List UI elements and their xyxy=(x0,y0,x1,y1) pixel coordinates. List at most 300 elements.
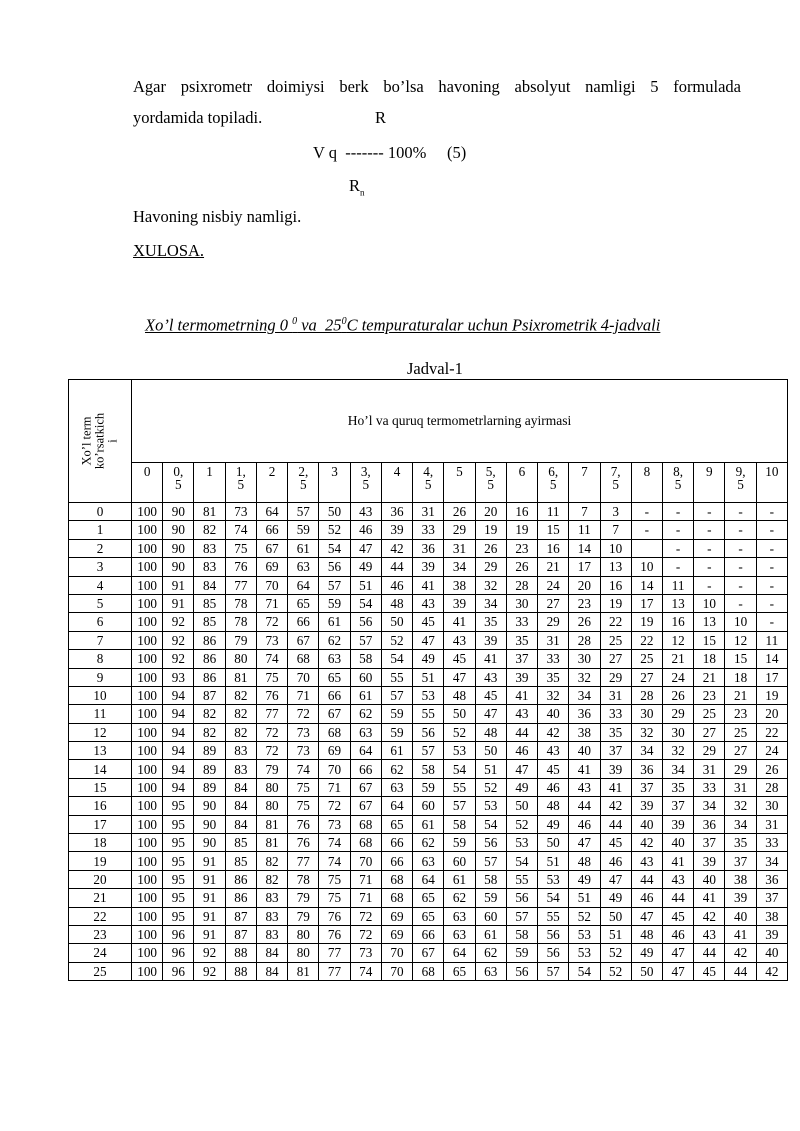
table-cell: 25 xyxy=(694,705,725,723)
table-cell: 11 xyxy=(756,631,787,649)
table-cell: 51 xyxy=(600,925,631,943)
caption-part3: C tempuraturalar uchun Psixrometrik 4-jadvali xyxy=(346,315,661,335)
table-cell: - xyxy=(725,576,756,594)
table-cell: 47 xyxy=(662,962,693,980)
table-cell: 34 xyxy=(631,742,662,760)
table-cell: 26 xyxy=(475,539,506,557)
table-cell: 65 xyxy=(381,815,412,833)
caption-sup2: 0 xyxy=(341,316,347,327)
table-cell: 75 xyxy=(225,539,256,557)
table-cell: 38 xyxy=(756,907,787,925)
table-cell: 45 xyxy=(444,650,475,668)
table-cell: 29 xyxy=(444,521,475,539)
row-label-cell: 13 xyxy=(69,742,132,760)
table-cell: 56 xyxy=(506,962,537,980)
table-cell: 100 xyxy=(132,944,163,962)
row-label-cell: 25 xyxy=(69,962,132,980)
table-cell: 38 xyxy=(725,870,756,888)
corner-line3: i xyxy=(105,439,120,443)
table-cell: 35 xyxy=(506,631,537,649)
table-cell: - xyxy=(694,521,725,539)
table-cell: 54 xyxy=(444,760,475,778)
table-cell: 67 xyxy=(288,631,319,649)
table-body xyxy=(69,503,788,981)
column-header-row xyxy=(69,463,788,503)
table-cell: - xyxy=(631,503,662,521)
table-cell: 95 xyxy=(163,834,194,852)
table-cell: 36 xyxy=(569,705,600,723)
table-cell: - xyxy=(756,521,787,539)
row-label-cell: 0 xyxy=(69,503,132,521)
corner-line2: ko’rsatkich xyxy=(92,412,107,470)
table-cell: 81 xyxy=(225,668,256,686)
table-cell: 62 xyxy=(475,944,506,962)
table-cell: 33 xyxy=(413,521,444,539)
table-cell: 71 xyxy=(256,594,287,612)
column-header: 7, 5 xyxy=(600,463,631,503)
table-cell: 53 xyxy=(475,797,506,815)
table-cell: 29 xyxy=(694,742,725,760)
table-cell: 66 xyxy=(256,521,287,539)
table-cell: 50 xyxy=(381,613,412,631)
table-cell: 57 xyxy=(444,797,475,815)
table-cell: 32 xyxy=(569,668,600,686)
table-cell: - xyxy=(725,539,756,557)
table-cell: 33 xyxy=(694,778,725,796)
table-cell: 11 xyxy=(662,576,693,594)
table-cell: 90 xyxy=(194,797,225,815)
column-header: 9 xyxy=(694,463,725,503)
table-cell: - xyxy=(694,503,725,521)
table-cell: 62 xyxy=(350,705,381,723)
table-cell: 95 xyxy=(163,797,194,815)
table-cell: 29 xyxy=(538,613,569,631)
table-cell: 77 xyxy=(225,576,256,594)
table-cell: 30 xyxy=(569,650,600,668)
table-cell: 19 xyxy=(600,594,631,612)
column-header: 4, 5 xyxy=(413,463,444,503)
table-cell: 72 xyxy=(350,925,381,943)
row-label-cell: 1 xyxy=(69,521,132,539)
table-cell: 68 xyxy=(413,962,444,980)
table-row xyxy=(69,723,788,741)
table-cell: 52 xyxy=(569,907,600,925)
table-cell: 17 xyxy=(569,558,600,576)
table-cell: 100 xyxy=(132,797,163,815)
table-cell: 46 xyxy=(569,815,600,833)
table-cell: 14 xyxy=(569,539,600,557)
row-label-cell: 23 xyxy=(69,925,132,943)
table-row xyxy=(69,778,788,796)
table-cell: 31 xyxy=(600,686,631,704)
table-cell: 11 xyxy=(569,521,600,539)
table-cell: 40 xyxy=(538,705,569,723)
table-cell: 74 xyxy=(256,650,287,668)
table-cell: 83 xyxy=(256,907,287,925)
table-cell: 62 xyxy=(381,760,412,778)
table-cell: 79 xyxy=(256,760,287,778)
table-cell: 42 xyxy=(381,539,412,557)
table-cell: 61 xyxy=(319,613,350,631)
table-cell: 44 xyxy=(600,815,631,833)
table-cell: - xyxy=(662,503,693,521)
table-cell: 18 xyxy=(694,650,725,668)
table-cell: 58 xyxy=(506,925,537,943)
table-cell: - xyxy=(756,558,787,576)
table-cell: 50 xyxy=(475,742,506,760)
table-cell: 45 xyxy=(662,907,693,925)
table-cell: 61 xyxy=(444,870,475,888)
table-cell: 46 xyxy=(381,576,412,594)
table-cell: 100 xyxy=(132,668,163,686)
table-cell: 89 xyxy=(194,760,225,778)
table-cell: 47 xyxy=(662,944,693,962)
table-cell: 45 xyxy=(694,962,725,980)
table-cell: 56 xyxy=(506,889,537,907)
table-cell: 76 xyxy=(225,558,256,576)
table-cell: 50 xyxy=(319,503,350,521)
table-cell: 37 xyxy=(600,742,631,760)
table-cell: 53 xyxy=(569,944,600,962)
table-cell: 43 xyxy=(631,852,662,870)
table-cell: - xyxy=(756,613,787,631)
table-cell: - xyxy=(756,594,787,612)
table-cell: 23 xyxy=(569,594,600,612)
table-cell: 100 xyxy=(132,705,163,723)
table-cell: 32 xyxy=(662,742,693,760)
table-cell: 10 xyxy=(631,558,662,576)
table-cell: 62 xyxy=(444,889,475,907)
table-cell: 34 xyxy=(662,760,693,778)
table-cell: 47 xyxy=(506,760,537,778)
table-cell: 42 xyxy=(725,944,756,962)
table-cell: 83 xyxy=(225,742,256,760)
table-cell: 12 xyxy=(662,631,693,649)
table-cell: 81 xyxy=(256,815,287,833)
table-cell: 57 xyxy=(506,907,537,925)
table-cell: 49 xyxy=(506,778,537,796)
table-cell: 40 xyxy=(725,907,756,925)
row-label-cell: 14 xyxy=(69,760,132,778)
table-cell: 59 xyxy=(506,944,537,962)
table-cell: 76 xyxy=(288,834,319,852)
table-cell: 65 xyxy=(413,889,444,907)
table-cell: 100 xyxy=(132,834,163,852)
table-cell: 19 xyxy=(506,521,537,539)
table-row xyxy=(69,613,788,631)
table-cell: 84 xyxy=(256,944,287,962)
table-cell: 89 xyxy=(194,742,225,760)
column-header: 4 xyxy=(381,463,412,503)
table-cell: 46 xyxy=(350,521,381,539)
table-cell: 94 xyxy=(163,723,194,741)
table-cell: 68 xyxy=(319,723,350,741)
table-cell: 30 xyxy=(662,723,693,741)
row-label-cell: 17 xyxy=(69,815,132,833)
table-cell: 86 xyxy=(194,650,225,668)
table-cell: 34 xyxy=(756,852,787,870)
table-cell: 45 xyxy=(600,834,631,852)
table-cell: 49 xyxy=(350,558,381,576)
table-cell: 27 xyxy=(725,742,756,760)
table-cell: 60 xyxy=(444,852,475,870)
table-cell: 91 xyxy=(194,925,225,943)
table-cell: 65 xyxy=(413,907,444,925)
column-header: 1, 5 xyxy=(225,463,256,503)
table-cell: 45 xyxy=(413,613,444,631)
table-cell: 31 xyxy=(725,778,756,796)
table-row xyxy=(69,742,788,760)
table-cell: 11 xyxy=(538,503,569,521)
table-cell: 13 xyxy=(694,613,725,631)
table-cell: 74 xyxy=(350,962,381,980)
table-row xyxy=(69,797,788,815)
table-cell: 39 xyxy=(756,925,787,943)
table-cell: 91 xyxy=(163,576,194,594)
table-cell: 72 xyxy=(288,705,319,723)
table-cell: 35 xyxy=(475,613,506,631)
table-cell: 82 xyxy=(225,723,256,741)
table-cell: 74 xyxy=(225,521,256,539)
table-cell: 43 xyxy=(444,631,475,649)
table-cell: 76 xyxy=(319,925,350,943)
table-cell: 51 xyxy=(538,852,569,870)
table-cell: 67 xyxy=(319,705,350,723)
table-cell: 100 xyxy=(132,521,163,539)
table-cell: 100 xyxy=(132,539,163,557)
table-cell: 32 xyxy=(538,686,569,704)
table-cell: 100 xyxy=(132,631,163,649)
table-cell: 42 xyxy=(538,723,569,741)
table-cell: 32 xyxy=(725,797,756,815)
table-cell: 26 xyxy=(756,760,787,778)
table-cell: 39 xyxy=(662,815,693,833)
column-header: 0 xyxy=(132,463,163,503)
table-cell: 75 xyxy=(288,797,319,815)
table-cell: 42 xyxy=(631,834,662,852)
table-cell: 61 xyxy=(381,742,412,760)
table-cell: 35 xyxy=(662,778,693,796)
table-cell: 90 xyxy=(194,815,225,833)
table-caption xyxy=(145,317,660,334)
table-cell: 53 xyxy=(413,686,444,704)
table-cell: 100 xyxy=(132,889,163,907)
table-cell: 47 xyxy=(631,907,662,925)
table-cell: 85 xyxy=(225,834,256,852)
table-cell: 53 xyxy=(444,742,475,760)
row-label-cell: 3 xyxy=(69,558,132,576)
table-cell: 43 xyxy=(506,705,537,723)
table-cell: 36 xyxy=(756,870,787,888)
table-cell: 74 xyxy=(319,834,350,852)
table-cell: 81 xyxy=(194,503,225,521)
table-cell: 57 xyxy=(538,962,569,980)
table-cell: 90 xyxy=(194,834,225,852)
table-cell: 43 xyxy=(538,742,569,760)
table-cell: 36 xyxy=(631,760,662,778)
table-cell: 21 xyxy=(538,558,569,576)
table-title: Ho’l va quruq termometrlarning ayirmasi xyxy=(132,380,788,463)
table-cell: 50 xyxy=(444,705,475,723)
table-cell: 48 xyxy=(444,686,475,704)
table-cell: 56 xyxy=(538,925,569,943)
table-cell: 33 xyxy=(756,834,787,852)
table-cell: 7 xyxy=(569,503,600,521)
table-cell: 85 xyxy=(194,594,225,612)
table-cell: 95 xyxy=(163,870,194,888)
table-cell: 21 xyxy=(662,650,693,668)
table-cell: 64 xyxy=(381,797,412,815)
table-cell: 64 xyxy=(444,944,475,962)
table-cell: 41 xyxy=(662,852,693,870)
table-cell: 89 xyxy=(194,778,225,796)
table-cell: 50 xyxy=(600,907,631,925)
table-cell: 32 xyxy=(475,576,506,594)
table-cell: 84 xyxy=(194,576,225,594)
table-cell: 19 xyxy=(756,686,787,704)
table-cell: 42 xyxy=(600,797,631,815)
table-cell: 71 xyxy=(319,778,350,796)
table-cell: 67 xyxy=(350,778,381,796)
table-cell: 76 xyxy=(288,815,319,833)
table-cell: 10 xyxy=(725,613,756,631)
table-cell: 93 xyxy=(163,668,194,686)
table-cell: 79 xyxy=(225,631,256,649)
table-cell: 52 xyxy=(381,631,412,649)
table-cell: 41 xyxy=(569,760,600,778)
table-cell: 65 xyxy=(319,668,350,686)
table-cell: 37 xyxy=(756,889,787,907)
table-cell: 66 xyxy=(381,834,412,852)
table-cell: 63 xyxy=(319,650,350,668)
row-label-cell: 4 xyxy=(69,576,132,594)
table-cell: 62 xyxy=(413,834,444,852)
table-cell: 55 xyxy=(413,705,444,723)
table-cell: 73 xyxy=(350,944,381,962)
table-cell: 61 xyxy=(350,686,381,704)
table-cell: 65 xyxy=(444,962,475,980)
table-cell: 22 xyxy=(631,631,662,649)
table-cell: 54 xyxy=(506,852,537,870)
table-cell: 70 xyxy=(381,944,412,962)
table-cell: 77 xyxy=(256,705,287,723)
table-row xyxy=(69,539,788,557)
table-label: Jadval-1 xyxy=(407,359,463,378)
table-cell: 39 xyxy=(725,889,756,907)
table-cell: 15 xyxy=(725,650,756,668)
table-cell: 43 xyxy=(694,925,725,943)
table-cell: 39 xyxy=(381,521,412,539)
table-cell: 29 xyxy=(600,668,631,686)
corner-line1: Xo’l term xyxy=(79,416,94,466)
table-cell: 41 xyxy=(413,576,444,594)
row-label-cell: 16 xyxy=(69,797,132,815)
table-cell: 46 xyxy=(506,742,537,760)
table-cell: 19 xyxy=(631,613,662,631)
table-cell: 82 xyxy=(256,852,287,870)
table-cell: 31 xyxy=(756,815,787,833)
table-cell: 59 xyxy=(444,834,475,852)
table-cell: - xyxy=(756,576,787,594)
table-cell: 90 xyxy=(163,503,194,521)
table-cell: 94 xyxy=(163,686,194,704)
table-cell: 100 xyxy=(132,558,163,576)
table-cell: 84 xyxy=(256,962,287,980)
table-cell: 63 xyxy=(413,852,444,870)
table-cell: 73 xyxy=(288,723,319,741)
table-cell: 33 xyxy=(506,613,537,631)
table-cell: 48 xyxy=(381,594,412,612)
table-cell: 96 xyxy=(163,962,194,980)
table-cell: 25 xyxy=(725,723,756,741)
table-cell: 51 xyxy=(413,668,444,686)
table-cell: 49 xyxy=(600,889,631,907)
table-cell: 52 xyxy=(600,944,631,962)
table-cell: 63 xyxy=(444,907,475,925)
table-cell: 3 xyxy=(600,503,631,521)
table-cell: 53 xyxy=(506,834,537,852)
table-cell: 41 xyxy=(725,925,756,943)
table-cell: 73 xyxy=(319,815,350,833)
table-row xyxy=(69,705,788,723)
table-row xyxy=(69,686,788,704)
row-label-cell: 9 xyxy=(69,668,132,686)
table-row xyxy=(69,503,788,521)
table-cell: 43 xyxy=(350,503,381,521)
table-cell: 74 xyxy=(288,760,319,778)
row-label-cell: 2 xyxy=(69,539,132,557)
table-cell: 24 xyxy=(756,742,787,760)
table-cell: 33 xyxy=(600,705,631,723)
table-cell: 100 xyxy=(132,962,163,980)
table-cell: 80 xyxy=(288,925,319,943)
row-label-cell: 10 xyxy=(69,686,132,704)
table-cell: 83 xyxy=(256,925,287,943)
table-cell: - xyxy=(694,576,725,594)
table-row xyxy=(69,870,788,888)
table-cell: - xyxy=(756,503,787,521)
table-cell: 41 xyxy=(444,613,475,631)
table-cell: 100 xyxy=(132,650,163,668)
table-cell: 35 xyxy=(538,668,569,686)
table-cell: 83 xyxy=(256,889,287,907)
table-cell: 64 xyxy=(288,576,319,594)
table-cell: 61 xyxy=(413,815,444,833)
table-cell: 47 xyxy=(444,668,475,686)
table-row xyxy=(69,760,788,778)
table-cell: 21 xyxy=(725,686,756,704)
table-cell: 88 xyxy=(225,944,256,962)
table-cell: 43 xyxy=(662,870,693,888)
table-cell: 13 xyxy=(600,558,631,576)
row-label-cell: 20 xyxy=(69,870,132,888)
table-row xyxy=(69,668,788,686)
table-cell: 94 xyxy=(163,742,194,760)
table-cell: 22 xyxy=(600,613,631,631)
table-cell: 12 xyxy=(725,631,756,649)
table-cell: 92 xyxy=(163,650,194,668)
table-cell: 83 xyxy=(225,760,256,778)
relative-humidity-text: Havoning nisbiy namligi. xyxy=(133,207,302,226)
table-cell: - xyxy=(694,558,725,576)
table-cell: 28 xyxy=(756,778,787,796)
table-cell: 24 xyxy=(538,576,569,594)
table-cell: 100 xyxy=(132,778,163,796)
table-cell: 57 xyxy=(319,576,350,594)
table-cell: 90 xyxy=(163,558,194,576)
table-cell: 22 xyxy=(756,723,787,741)
column-header: 5 xyxy=(444,463,475,503)
